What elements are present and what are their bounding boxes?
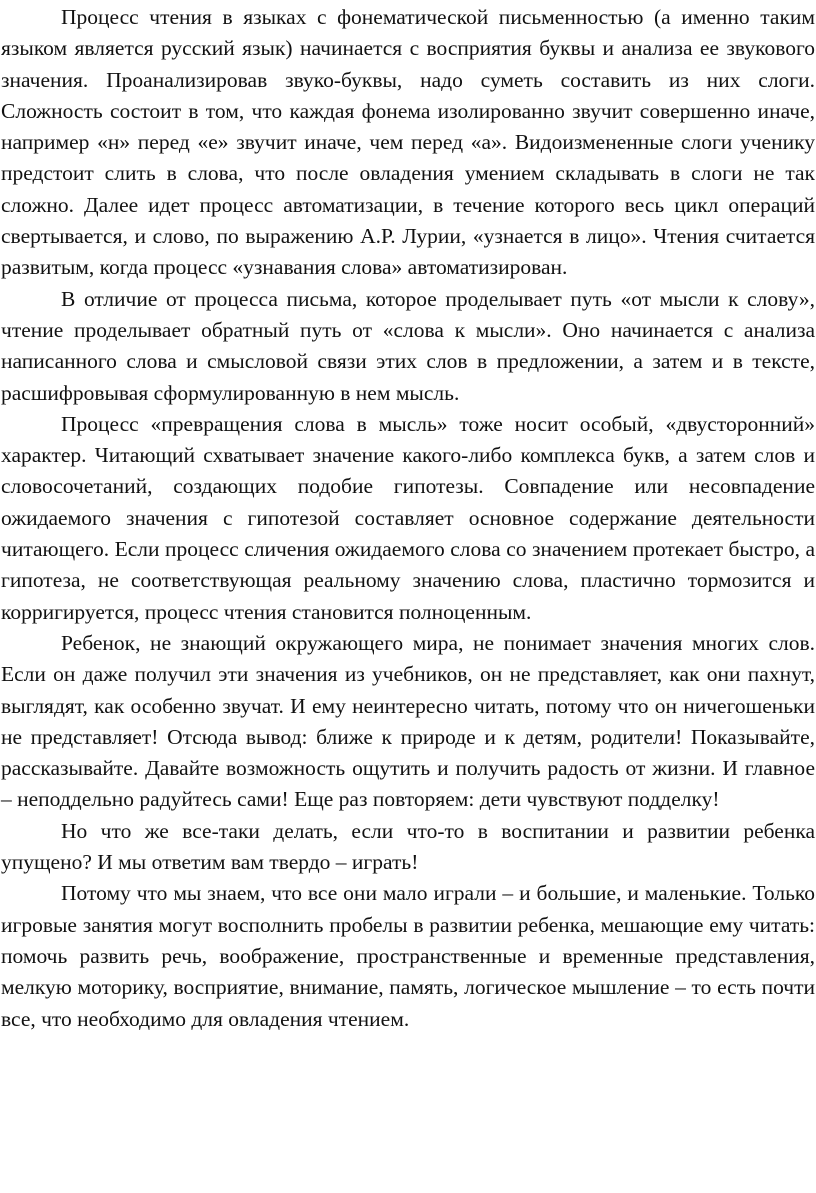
paragraph-reading-process: Процесс чтения в языках с фонематической письменностью (а именно таким языком является русский язык) начинается с восприятия буквы и анализа ее звукового значения. Проанализировав звуко-буквы, надо суметь составить из них слоги. Сложность состоит в том, что каждая фонема изолированно звучит совершенно иначе, например «н» перед «е» звучит иначе, чем перед «а». Видоизмененные слоги ученику предстоит слить в слова, что после овладения умением складывать в слоги не так сложно. Далее идет процесс автоматизации, в течение которого весь цикл операций свертывается, и слово, по выражению А.Р. Лурии, «узнается в лицо». Чтения считается развитым, когда процесс «узнавания слова» автоматизирован.: [1, 5, 815, 280]
paragraph-child-world: Ребенок, не знающий окружающего мира, не понимает значения многих слов. Если он даже получил эти значения из учебников, он не представляет, как они пахнут, выглядят, как особенно звучат. И ему неинтересно читать, потому что он ничегошеньки не представляет! Отсюда вывод: ближе к природе и к детям, родители! Показывайте, рассказывайте. Давайте возможность ощутить и получить радость от жизни. И главное – неподдельно радуйтесь сами! Еще раз повторяем: дети чувствуют подделку!: [1, 630, 815, 812]
paragraph-reading-vs-writing: В отличие от процесса письма, которое проделывает путь «от мысли к слову», чтение проделывает обратный путь от «слова к мысли». Оно начинается с анализа написанного слова и смысловой связи этих слов в предложении, а затем и в тексте, расшифровывая сформулированную в нем мысль.: [1, 286, 815, 405]
paragraph-play: Потому что мы знаем, что все они мало играли – и большие, и маленькие. Только игровые занятия могут восполнить пробелы в развитии ребенка, мешающие ему читать: помочь развить речь, воображение, пространственные и временные представления, мелкую моторику, восприятие, внимание, память, логическое мышление – то есть почти все, что необходимо для овладения чтением.: [1, 881, 815, 1031]
paragraph-what-to-do: Но что же все-таки делать, если что-то в воспитании и развитии ребенка упущено? И мы ответим вам твердо – играть!: [1, 818, 815, 875]
paragraph-word-to-thought: Процесс «превращения слова в мысль» тоже носит особый, «двусторонний» характер. Читающий схватывает значение какого-либо комплекса букв, а затем слов и словосочетаний, создающих подобие гипотезы. Совпадение или несовпадение ожидаемого значения с гипотезой составляет основное содержание деятельности читающего. Если процесс сличения ожидаемого слова со значением протекает быстро, а гипотеза, не соответствующая реальному значению слова, пластично тормозится и корригируется, процесс чтения становится полноценным.: [1, 411, 815, 624]
